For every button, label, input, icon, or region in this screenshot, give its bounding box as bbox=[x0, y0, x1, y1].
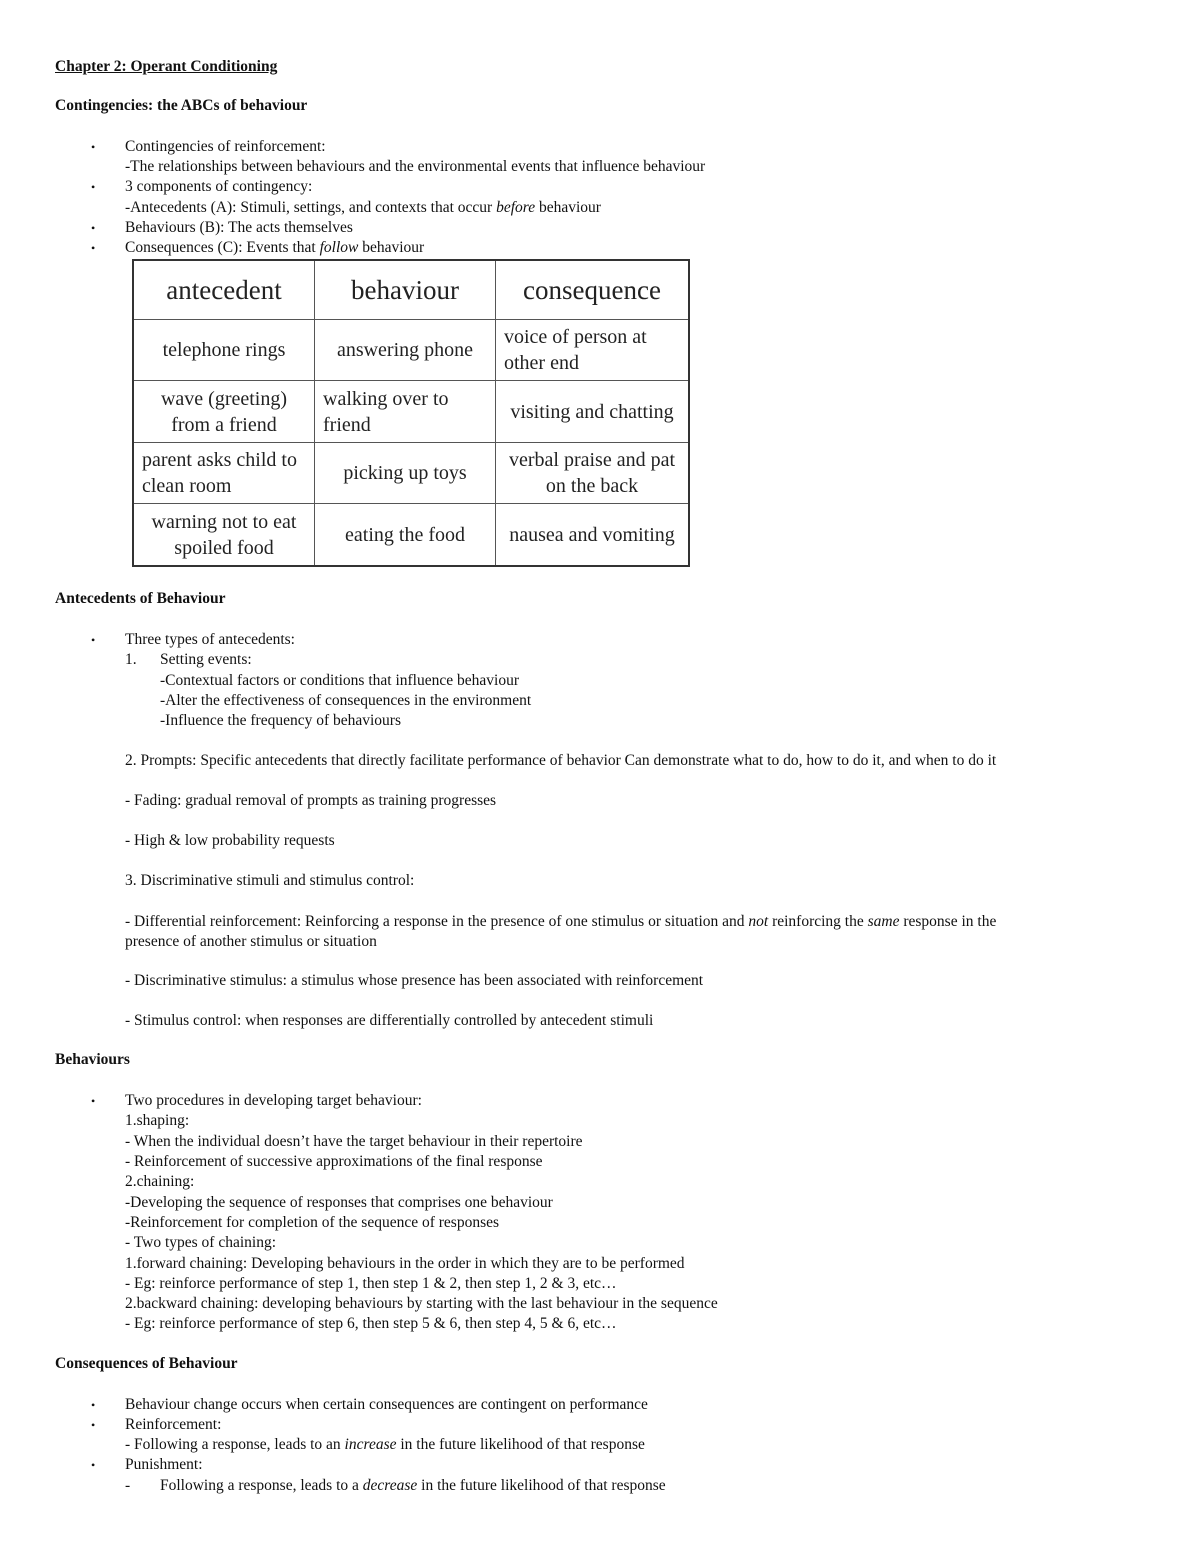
table-row bbox=[133, 442, 689, 503]
table-cell: warning not to eat spoiled food bbox=[133, 504, 315, 566]
bullet-icon: • bbox=[91, 1398, 96, 1412]
text-run: behaviour bbox=[535, 199, 601, 216]
bullet-icon: • bbox=[91, 180, 96, 194]
list-item-detail bbox=[160, 1476, 666, 1496]
contingencies-heading: Contingencies: the ABCs of behaviour bbox=[55, 97, 308, 114]
consequences-heading: Consequences of Behaviour bbox=[55, 1355, 238, 1372]
behaviours-heading: Behaviours bbox=[55, 1051, 130, 1068]
list-item: 3 components of contingency: bbox=[125, 178, 313, 195]
bullet-icon: • bbox=[91, 140, 96, 154]
table-cell: verbal praise and pat on the back bbox=[496, 442, 690, 503]
numbered-item: Setting events: bbox=[160, 651, 252, 668]
emphasis: decrease bbox=[362, 1477, 418, 1494]
table-cell: eating the food bbox=[315, 504, 496, 566]
abc-table bbox=[132, 259, 690, 567]
paragraph-continuation: presence of another stimulus or situation bbox=[125, 933, 377, 950]
paragraph: - Fading: gradual removal of prompts as training progresses bbox=[125, 792, 497, 809]
list-item-detail: -Developing the sequence of responses that comprises one behaviour bbox=[125, 1194, 553, 1211]
list-item-detail: -Influence the frequency of behaviours bbox=[160, 712, 401, 729]
table-row bbox=[133, 504, 689, 566]
bullet-icon: • bbox=[91, 221, 96, 235]
text-run: in the future likelihood of that response bbox=[417, 1477, 666, 1494]
emphasis: follow bbox=[319, 239, 359, 256]
list-item-detail: - Eg: reinforce performance of step 6, then step 5 & 6, then step 4, 5 & 6, etc… bbox=[125, 1315, 617, 1332]
paragraph bbox=[125, 912, 996, 932]
list-item: Behaviours (B): The acts themselves bbox=[125, 219, 353, 236]
emphasis: not bbox=[748, 913, 769, 930]
paragraph: - Discriminative stimulus: a stimulus whose presence has been associated with reinforcement bbox=[125, 972, 704, 989]
list-item-detail: -Alter the effectiveness of consequences in the environment bbox=[160, 692, 532, 709]
emphasis: before bbox=[496, 199, 536, 216]
table-cell: nausea and vomiting bbox=[496, 504, 690, 566]
list-item-detail: -The relationships between behaviours and the environmental events that influence behaviour bbox=[125, 158, 706, 175]
table-cell: walking over to friend bbox=[315, 381, 496, 442]
list-item-detail: - Eg: reinforce performance of step 1, then step 1 & 2, then step 1, 2 & 3, etc… bbox=[125, 1275, 617, 1292]
paragraph: - High & low probability requests bbox=[125, 832, 335, 849]
text-run: Following a response, leads to a bbox=[160, 1477, 363, 1494]
bullet-icon: • bbox=[91, 241, 96, 255]
text-run: -Antecedents (A): Stimuli, settings, and contexts that occur bbox=[125, 199, 497, 216]
list-item bbox=[125, 238, 424, 258]
table-header-row bbox=[133, 260, 689, 320]
table-cell: wave (greeting) from a friend bbox=[133, 381, 315, 442]
list-item-detail: - When the individual doesn’t have the target behaviour in their repertoire bbox=[125, 1133, 583, 1150]
chapter-title: Chapter 2: Operant Conditioning bbox=[55, 58, 278, 75]
table-cell: answering phone bbox=[315, 320, 496, 381]
bullet-icon: • bbox=[91, 1458, 96, 1472]
table-row bbox=[133, 320, 689, 381]
list-item-detail: 2.backward chaining: developing behaviours by starting with the last behaviour in the sequence bbox=[125, 1295, 718, 1312]
numbered-item-number: 1. bbox=[125, 651, 137, 668]
list-item-detail: 1.forward chaining: Developing behaviours in the order in which they are to be performed bbox=[125, 1255, 685, 1272]
text-run: reinforcing the bbox=[768, 913, 868, 930]
list-item-detail: -Reinforcement for completion of the sequence of responses bbox=[125, 1214, 500, 1231]
table-cell: telephone rings bbox=[133, 320, 315, 381]
emphasis: increase bbox=[344, 1436, 397, 1453]
table-header-cell: consequence bbox=[496, 260, 690, 320]
table-cell: picking up toys bbox=[315, 442, 496, 503]
text-run: - Following a response, leads to an bbox=[125, 1436, 345, 1453]
dash-marker: - bbox=[125, 1477, 131, 1494]
list-item: Three types of antecedents: bbox=[125, 631, 295, 648]
table-header-cell: antecedent bbox=[133, 260, 315, 320]
list-item-detail: 1.shaping: bbox=[125, 1112, 190, 1129]
bullet-icon: • bbox=[91, 1418, 96, 1432]
list-item: Two procedures in developing target behaviour: bbox=[125, 1092, 422, 1109]
paragraph: 2. Prompts: Specific antecedents that directly facilitate performance of behavior Can demonstrate what to do, how to do it, and when to do it bbox=[125, 752, 997, 769]
list-item: Contingencies of reinforcement: bbox=[125, 138, 326, 155]
list-item-detail bbox=[125, 1435, 645, 1455]
text-run: Consequences (C): Events that bbox=[125, 239, 320, 256]
list-item-detail: -Contextual factors or conditions that influence behaviour bbox=[160, 672, 519, 689]
text-run: behaviour bbox=[358, 239, 425, 256]
list-item: Punishment: bbox=[125, 1456, 203, 1473]
list-item-detail: 2.chaining: bbox=[125, 1173, 195, 1190]
text-run: in the future likelihood of that response bbox=[396, 1436, 645, 1453]
antecedents-heading: Antecedents of Behaviour bbox=[55, 590, 226, 607]
bullet-icon: • bbox=[91, 1094, 96, 1108]
text-run: response in the bbox=[899, 913, 997, 930]
list-item-detail: - Reinforcement of successive approximations of the final response bbox=[125, 1153, 543, 1170]
table-cell: parent asks child to clean room bbox=[133, 442, 315, 503]
table-cell: voice of person at other end bbox=[496, 320, 690, 381]
text-run: - Differential reinforcement: Reinforcing a response in the presence of one stimulus or situation and bbox=[125, 913, 749, 930]
table-row bbox=[133, 381, 689, 442]
list-item: Behaviour change occurs when certain consequences are contingent on performance bbox=[125, 1396, 648, 1413]
emphasis: same bbox=[867, 913, 900, 930]
list-item-detail bbox=[125, 198, 601, 218]
paragraph: 3. Discriminative stimuli and stimulus control: bbox=[125, 872, 415, 889]
bullet-icon: • bbox=[91, 633, 96, 647]
table-cell: visiting and chatting bbox=[496, 381, 690, 442]
list-item-detail: - Two types of chaining: bbox=[125, 1234, 277, 1251]
paragraph: - Stimulus control: when responses are differentially controlled by antecedent stimuli bbox=[125, 1012, 654, 1029]
table-header-cell: behaviour bbox=[315, 260, 496, 320]
list-item: Reinforcement: bbox=[125, 1416, 222, 1433]
